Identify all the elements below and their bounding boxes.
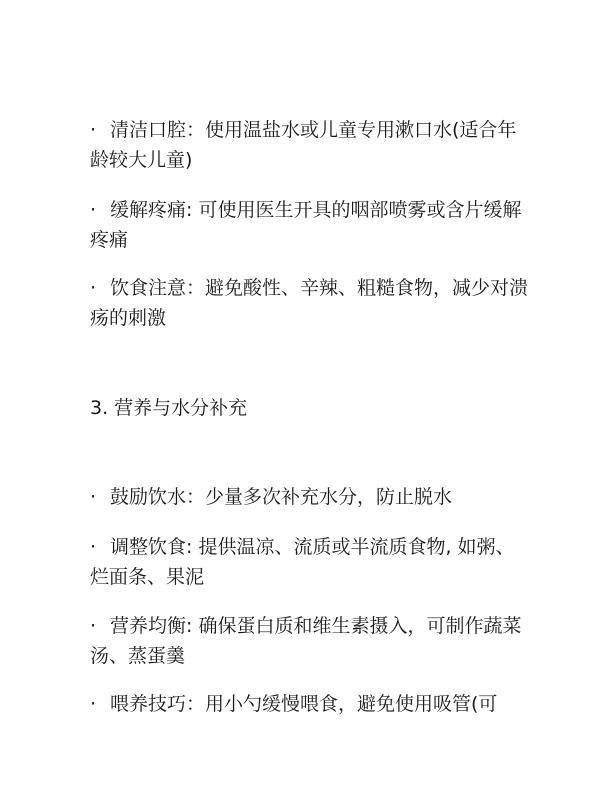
bullet-dot: ·	[90, 693, 97, 715]
bullet-item-clean-mouth	[90, 115, 530, 175]
bullet-dot: ·	[90, 486, 97, 508]
bullet-text: 营养均衡: 确保蛋白质和维生素摄入，可制作蔬菜汤、蒸蛋羹	[90, 615, 522, 667]
bullet-text: 喂养技巧：用小勺缓慢喂食，避免使用吸管(可	[110, 693, 498, 715]
bullet-item-relieve-pain	[90, 195, 530, 255]
bullet-item-nutrition	[90, 611, 530, 671]
bullet-dot: ·	[90, 277, 97, 299]
bullet-item-feeding-tips	[90, 689, 530, 719]
bullet-dot: ·	[90, 199, 97, 221]
bullet-text: 鼓励饮水：少量多次补充水分，防止脱水	[110, 486, 453, 508]
section-heading: 3. 营养与水分补充	[90, 397, 248, 419]
bullet-text: 调整饮食: 提供温凉、流质或半流质食物, 如粥、烂面条、果泥	[90, 536, 515, 588]
bullet-text: 清洁口腔：使用温盐水或儿童专用漱口水(适合年龄较大儿童)	[90, 119, 517, 171]
bullet-item-drink-water	[90, 482, 530, 512]
bullet-dot: ·	[90, 536, 97, 558]
bullet-text: 饮食注意：避免酸性、辛辣、粗糙食物，减少对溃疡的刺激	[90, 277, 529, 329]
bullet-item-diet-notice	[90, 273, 530, 333]
bullet-dot: ·	[90, 119, 97, 141]
bullet-dot: ·	[90, 615, 97, 637]
bullet-text: 缓解疼痛: 可使用医生开具的咽部喷雾或含片缓解疼痛	[90, 199, 522, 251]
bullet-item-adjust-diet	[90, 532, 530, 592]
